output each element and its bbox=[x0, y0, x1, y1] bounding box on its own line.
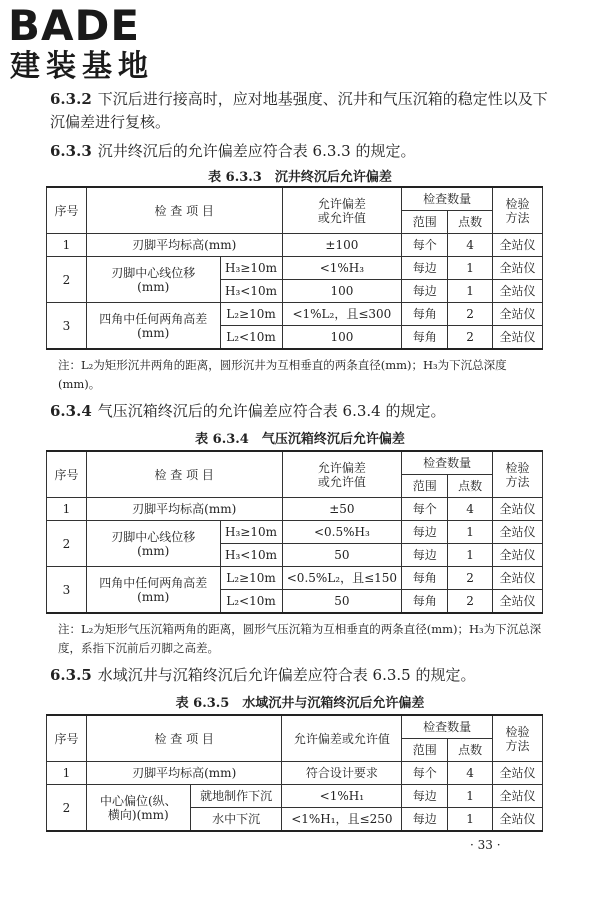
cell-seq: 1 bbox=[47, 234, 87, 257]
cell-seq: 2 bbox=[47, 521, 87, 567]
logo-text-en: BADE bbox=[8, 1, 141, 50]
cell-method: 全站仪 bbox=[493, 544, 543, 567]
cell-item: 四角中任何两角高差 (mm) bbox=[86, 303, 220, 350]
section-text: 下沉后进行接高时，应对地基强度、沉井和气压沉箱的稳定性以及下沉偏差进行复核。 bbox=[50, 90, 548, 131]
cell-item: 刃脚中心线位移 (mm) bbox=[86, 257, 220, 303]
header-allow: 允许偏差 或允许值 bbox=[282, 451, 402, 498]
table-6-3-4 bbox=[46, 450, 543, 614]
table-caption: 表 6.3.5 水域沉井与沉箱终沉后允许偏差 bbox=[175, 696, 425, 711]
cell-range: 每个 bbox=[402, 234, 448, 257]
cell-range: 每边 bbox=[402, 521, 448, 544]
header-item: 检 查 项 目 bbox=[86, 187, 282, 234]
cell-points: 4 bbox=[448, 498, 493, 521]
cell-allow: <1%H₁，且≤250 bbox=[282, 808, 402, 832]
header-item: 检 查 项 目 bbox=[86, 451, 282, 498]
section-text: 气压沉箱终沉后的允许偏差应符合表 6.3.4 的规定。 bbox=[97, 402, 446, 420]
table-row bbox=[47, 567, 543, 590]
section-6-3-5 bbox=[50, 664, 560, 687]
cell-cond: H₃≥10m bbox=[220, 521, 282, 544]
header-qty: 检查数量 bbox=[402, 715, 493, 739]
cell-seq: 1 bbox=[47, 762, 87, 785]
cell-range: 每角 bbox=[402, 326, 448, 350]
cell-seq: 3 bbox=[47, 303, 87, 350]
cell-method: 全站仪 bbox=[493, 808, 543, 832]
cell-points: 4 bbox=[448, 234, 493, 257]
cell-allow: ±100 bbox=[282, 234, 402, 257]
section-number: 6.3.3 bbox=[50, 142, 92, 160]
cell-item: 刃脚中心线位移 (mm) bbox=[86, 521, 220, 567]
cell-method: 全站仪 bbox=[493, 567, 543, 590]
cell-item: 刃脚平均标高(mm) bbox=[86, 762, 282, 785]
header-range: 范围 bbox=[402, 211, 448, 234]
cell-method: 全站仪 bbox=[493, 762, 543, 785]
cell-allow: 50 bbox=[282, 590, 402, 614]
cell-allow: ±50 bbox=[282, 498, 402, 521]
cell-range: 每个 bbox=[402, 762, 448, 785]
header-qty: 检查数量 bbox=[402, 187, 493, 211]
logo bbox=[8, 1, 178, 86]
cell-points: 1 bbox=[448, 785, 493, 808]
cell-points: 2 bbox=[448, 326, 493, 350]
cell-method: 全站仪 bbox=[493, 303, 543, 326]
cell-method: 全站仪 bbox=[493, 498, 543, 521]
cell-item: 刃脚平均标高(mm) bbox=[86, 498, 282, 521]
cell-item: 四角中任何两角高差 (mm) bbox=[86, 567, 220, 614]
section-6-3-2 bbox=[50, 88, 560, 134]
table-row bbox=[47, 785, 543, 808]
header-qty: 检查数量 bbox=[402, 451, 493, 475]
cell-seq: 1 bbox=[47, 498, 87, 521]
cell-method: 全站仪 bbox=[493, 590, 543, 614]
header-allow: 允许偏差 或允许值 bbox=[282, 187, 402, 234]
cell-range: 每边 bbox=[402, 280, 448, 303]
table-header-row bbox=[47, 715, 543, 739]
cell-method: 全站仪 bbox=[493, 257, 543, 280]
cell-range: 每边 bbox=[402, 257, 448, 280]
table-6-3-5 bbox=[46, 714, 543, 832]
header-allow: 允许偏差或允许值 bbox=[282, 715, 402, 762]
header-method: 检验 方法 bbox=[493, 451, 543, 498]
cell-allow: <1%H₃ bbox=[282, 257, 402, 280]
cell-points: 1 bbox=[448, 521, 493, 544]
table-row bbox=[47, 762, 543, 785]
cell-range: 每边 bbox=[402, 785, 448, 808]
table-row bbox=[47, 257, 543, 280]
header-seq: 序号 bbox=[47, 451, 87, 498]
section-6-3-3 bbox=[50, 140, 560, 163]
cell-method: 全站仪 bbox=[493, 785, 543, 808]
cell-method: 全站仪 bbox=[493, 280, 543, 303]
header-method: 检验 方法 bbox=[493, 715, 543, 762]
cell-item: 刃脚平均标高(mm) bbox=[86, 234, 282, 257]
header-method: 检验 方法 bbox=[493, 187, 543, 234]
cell-range: 每边 bbox=[402, 808, 448, 832]
cell-cond: 就地制作下沉 bbox=[190, 785, 282, 808]
table-caption: 表 6.3.3 沉井终沉后允许偏差 bbox=[208, 170, 392, 185]
cell-cond: H₃<10m bbox=[220, 280, 282, 303]
table-caption: 表 6.3.4 气压沉箱终沉后允许偏差 bbox=[195, 432, 405, 447]
cell-cond: L₂≥10m bbox=[220, 303, 282, 326]
cell-allow: <1%L₂，且≤300 bbox=[282, 303, 402, 326]
table-header-row bbox=[47, 187, 543, 211]
cell-points: 1 bbox=[448, 257, 493, 280]
cell-allow: <0.5%L₂，且≤150 bbox=[282, 567, 402, 590]
table-row bbox=[47, 234, 543, 257]
cell-seq: 2 bbox=[47, 257, 87, 303]
section-number: 6.3.5 bbox=[50, 666, 92, 684]
table-note: 注：L₂为矩形沉井两角的距离，圆形沉井为互相垂直的两条直径(mm)；H₃为下沉总深度(mm)。 bbox=[58, 358, 507, 391]
section-text: 沉井终沉后的允许偏差应符合表 6.3.3 的规定。 bbox=[97, 142, 416, 160]
cell-allow: 50 bbox=[282, 544, 402, 567]
cell-method: 全站仪 bbox=[493, 521, 543, 544]
cell-seq: 3 bbox=[47, 567, 87, 614]
cell-points: 2 bbox=[448, 590, 493, 614]
cell-allow: 100 bbox=[282, 326, 402, 350]
cell-cond: L₂<10m bbox=[220, 326, 282, 350]
header-points: 点数 bbox=[448, 475, 493, 498]
section-number: 6.3.4 bbox=[50, 402, 92, 420]
header-points: 点数 bbox=[448, 739, 493, 762]
cell-allow: <1%H₁ bbox=[282, 785, 402, 808]
cell-points: 4 bbox=[448, 762, 493, 785]
cell-range: 每角 bbox=[402, 567, 448, 590]
cell-points: 1 bbox=[448, 808, 493, 832]
cell-range: 每角 bbox=[402, 590, 448, 614]
cell-range: 每边 bbox=[402, 544, 448, 567]
cell-points: 2 bbox=[448, 567, 493, 590]
section-number: 6.3.2 bbox=[50, 90, 92, 108]
header-range: 范围 bbox=[402, 739, 448, 762]
table-6-3-3 bbox=[46, 186, 543, 350]
section-text: 水域沉井与沉箱终沉后允许偏差应符合表 6.3.5 的规定。 bbox=[97, 666, 476, 684]
header-seq: 序号 bbox=[47, 187, 87, 234]
cell-cond: 水中下沉 bbox=[190, 808, 282, 832]
table-row bbox=[47, 521, 543, 544]
cell-method: 全站仪 bbox=[493, 326, 543, 350]
header-points: 点数 bbox=[448, 211, 493, 234]
cell-cond: H₃<10m bbox=[220, 544, 282, 567]
cell-cond: L₂≥10m bbox=[220, 567, 282, 590]
header-item: 检 查 项 目 bbox=[86, 715, 282, 762]
cell-range: 每角 bbox=[402, 303, 448, 326]
table-note: 注：L₂为矩形气压沉箱两角的距离，圆形气压沉箱为互相垂直的两条直径(mm)；H₃为下沉总深度，系指下沉前后刃脚之高差。 bbox=[58, 622, 542, 655]
cell-allow: 符合设计要求 bbox=[282, 762, 402, 785]
cell-seq: 2 bbox=[47, 785, 87, 832]
page-number: · 33 · bbox=[470, 838, 501, 852]
cell-item: 中心偏位(纵、 横向)(mm) bbox=[86, 785, 190, 832]
section-6-3-4 bbox=[50, 400, 560, 423]
header-range: 范围 bbox=[402, 475, 448, 498]
table-row bbox=[47, 303, 543, 326]
cell-points: 1 bbox=[448, 544, 493, 567]
cell-points: 2 bbox=[448, 303, 493, 326]
table-row bbox=[47, 498, 543, 521]
cell-cond: H₃≥10m bbox=[220, 257, 282, 280]
table-header-row bbox=[47, 451, 543, 475]
cell-allow: 100 bbox=[282, 280, 402, 303]
logo-text-cn: 建装基地 bbox=[10, 49, 154, 84]
cell-range: 每个 bbox=[402, 498, 448, 521]
cell-allow: <0.5%H₃ bbox=[282, 521, 402, 544]
header-seq: 序号 bbox=[47, 715, 87, 762]
cell-method: 全站仪 bbox=[493, 234, 543, 257]
cell-cond: L₂<10m bbox=[220, 590, 282, 614]
cell-points: 1 bbox=[448, 280, 493, 303]
